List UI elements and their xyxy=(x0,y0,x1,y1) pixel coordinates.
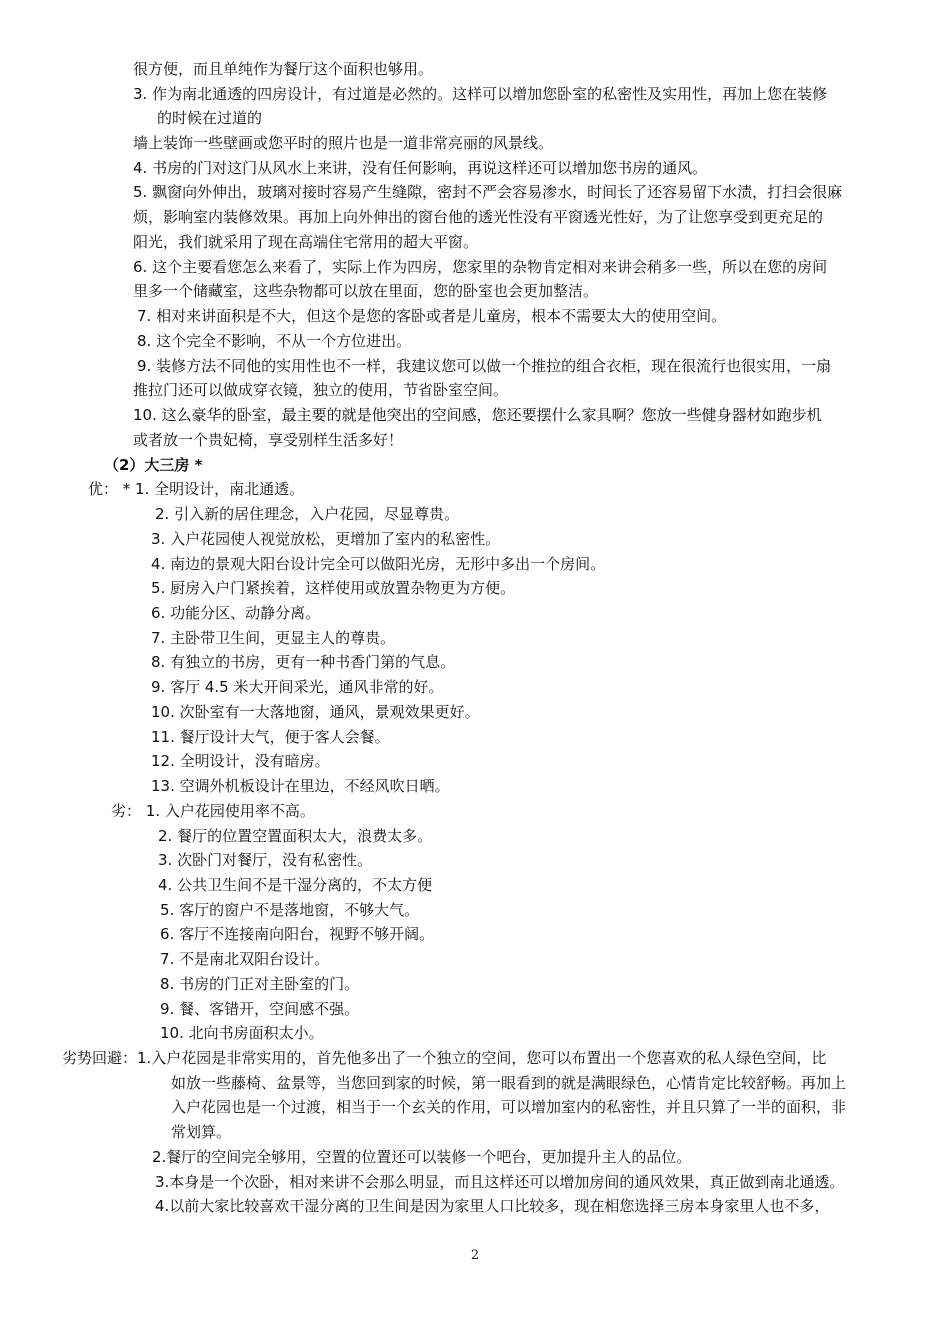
text-line: 常划算。 xyxy=(171,1123,232,1141)
text-line: 3. 入户花园使人视觉放松，更增加了室内的私密性。 xyxy=(151,530,501,548)
text-line: 8. 有独立的书房，更有一种书香门第的气息。 xyxy=(151,653,456,671)
text-line: 2. 餐厅的位置空置面积太大，浪费太多。 xyxy=(158,827,433,845)
text-line: 2.餐厅的空间完全够用，空置的位置还可以装修一个吧台，更加提升主人的品位。 xyxy=(152,1148,692,1166)
text-line: 烦，影响室内装修效果。再加上向外伸出的窗台他的透光性没有平窗透光性好，为了让您享受到更充足的 xyxy=(133,208,824,226)
text-line: 5. 厨房入户门紧挨着，这样使用或放置杂物更为方便。 xyxy=(151,579,516,597)
text-line: 4. 书房的门对这门从风水上来讲，没有任何影响，再说这样还可以增加您书房的通风。 xyxy=(133,159,708,177)
text-line: 6. 客厅不连接南向阳台，视野不够开阔。 xyxy=(160,925,435,943)
text-line: 劣势回避：1.入户花园是非常实用的，首先他多出了一个独立的空间，您可以布置出一个您喜欢的私人绿色空间，比 xyxy=(62,1049,827,1067)
text-line: 如放一些藤椅、盆景等，当您回到家的时候，第一眼看到的就是满眼绿色，心情肯定比较舒畅。再加上 xyxy=(171,1074,847,1092)
text-line: 入户花园也是一个过渡，相当于一个玄关的作用，可以增加室内的私密性，并且只算了一半的面积，非 xyxy=(171,1098,847,1116)
page-number: 2 xyxy=(470,1248,480,1263)
section-heading: （2）大三房 * xyxy=(104,456,203,474)
text-line: 7. 不是南北双阳台设计。 xyxy=(160,950,330,968)
text-line: 3.本身是一个次卧，相对来讲不会那么明显，而且这样还可以增加房间的通风效果，真正做到南北通透。 xyxy=(155,1173,845,1191)
text-line: 11. 餐厅设计大气，便于客人会餐。 xyxy=(151,728,390,746)
text-line: 3. 作为南北通透的四房设计，有过道是必然的。这样可以增加您卧室的私密性及实用性，再加上您在装修 xyxy=(133,85,828,103)
text-line: 7. 主卧带卫生间，更显主人的尊贵。 xyxy=(151,629,396,647)
text-line: 9. 客厅 4.5 米大开间采光，通风非常的好。 xyxy=(151,678,444,696)
text-line: 5. 飘窗向外伸出，玻璃对接时容易产生缝隙，密封不严会容易渗水，时间长了还容易留下水渍，打扫会很麻 xyxy=(133,183,843,201)
text-line: 推拉门还可以做成穿衣镜，独立的使用，节省卧室空间。 xyxy=(133,381,509,399)
text-line: 4.以前大家比较喜欢干湿分离的卫生间是因为家里人口比较多，现在相您选择三房本身家里人也不多， xyxy=(155,1197,830,1215)
text-line: 里多一个储藏室，这些杂物都可以放在里面，您的卧室也会更加整洁。 xyxy=(133,282,599,300)
text-line: 劣： 1. 入户花园使用率不高。 xyxy=(111,802,315,820)
text-line: 9. 装修方法不同他的实用性也不一样，我建议您可以做一个推拉的组合衣柜，现在很流行也很实用，一扇 xyxy=(137,357,832,375)
text-line: 12. 全明设计，没有暗房。 xyxy=(151,752,330,770)
text-line: 6. 功能分区、动静分离。 xyxy=(151,604,321,622)
text-line: 8. 这个完全不影响，不从一个方位进出。 xyxy=(137,332,412,350)
text-line: 很方便，而且单纯作为餐厅这个面积也够用。 xyxy=(133,60,434,78)
text-line: 2. 引入新的居住理念，入户花园，尽显尊贵。 xyxy=(155,505,460,523)
text-line: 4. 南边的景观大阳台设计完全可以做阳光房，无形中多出一个房间。 xyxy=(151,555,606,573)
text-line: 13. 空调外机板设计在里边，不经风吹日晒。 xyxy=(151,777,450,795)
text-line: 7. 相对来讲面积是不大，但这个是您的客卧或者是儿童房，根本不需要太大的使用空间。 xyxy=(137,307,727,325)
text-line: 6. 这个主要看您怎么来看了，实际上作为四房，您家里的杂物肯定相对来讲会稍多一些，所以在您的房间 xyxy=(133,258,828,276)
text-line: 的时候在过道的 xyxy=(157,109,263,127)
text-line: 3. 次卧门对餐厅，没有私密性。 xyxy=(158,851,373,869)
text-line: 9. 餐、客错开，空间感不强。 xyxy=(160,1000,360,1018)
text-line: 10. 北向书房面积太小。 xyxy=(160,1024,324,1042)
text-line: 10. 这么豪华的卧室，最主要的就是他突出的空间感，您还要摆什么家具啊？您放一些健身器材如跑步机 xyxy=(133,406,822,424)
text-line: 8. 书房的门正对主卧室的门。 xyxy=(160,975,360,993)
text-line: 墙上装饰一些壁画或您平时的照片也是一道非常亮丽的风景线。 xyxy=(133,134,554,152)
text-line: 优： * 1. 全明设计，南北通透。 xyxy=(88,480,305,498)
text-line: 或者放一个贵妃椅，享受别样生活多好！ xyxy=(133,431,404,449)
text-line: 4. 公共卫生间不是干湿分离的，不太方便 xyxy=(158,876,433,894)
text-line: 5. 客厅的窗户不是落地窗，不够大气。 xyxy=(160,901,420,919)
text-line: 10. 次卧室有一大落地窗，通风，景观效果更好。 xyxy=(151,703,480,721)
text-line: 阳光，我们就采用了现在高端住宅常用的超大平窗。 xyxy=(133,233,479,251)
